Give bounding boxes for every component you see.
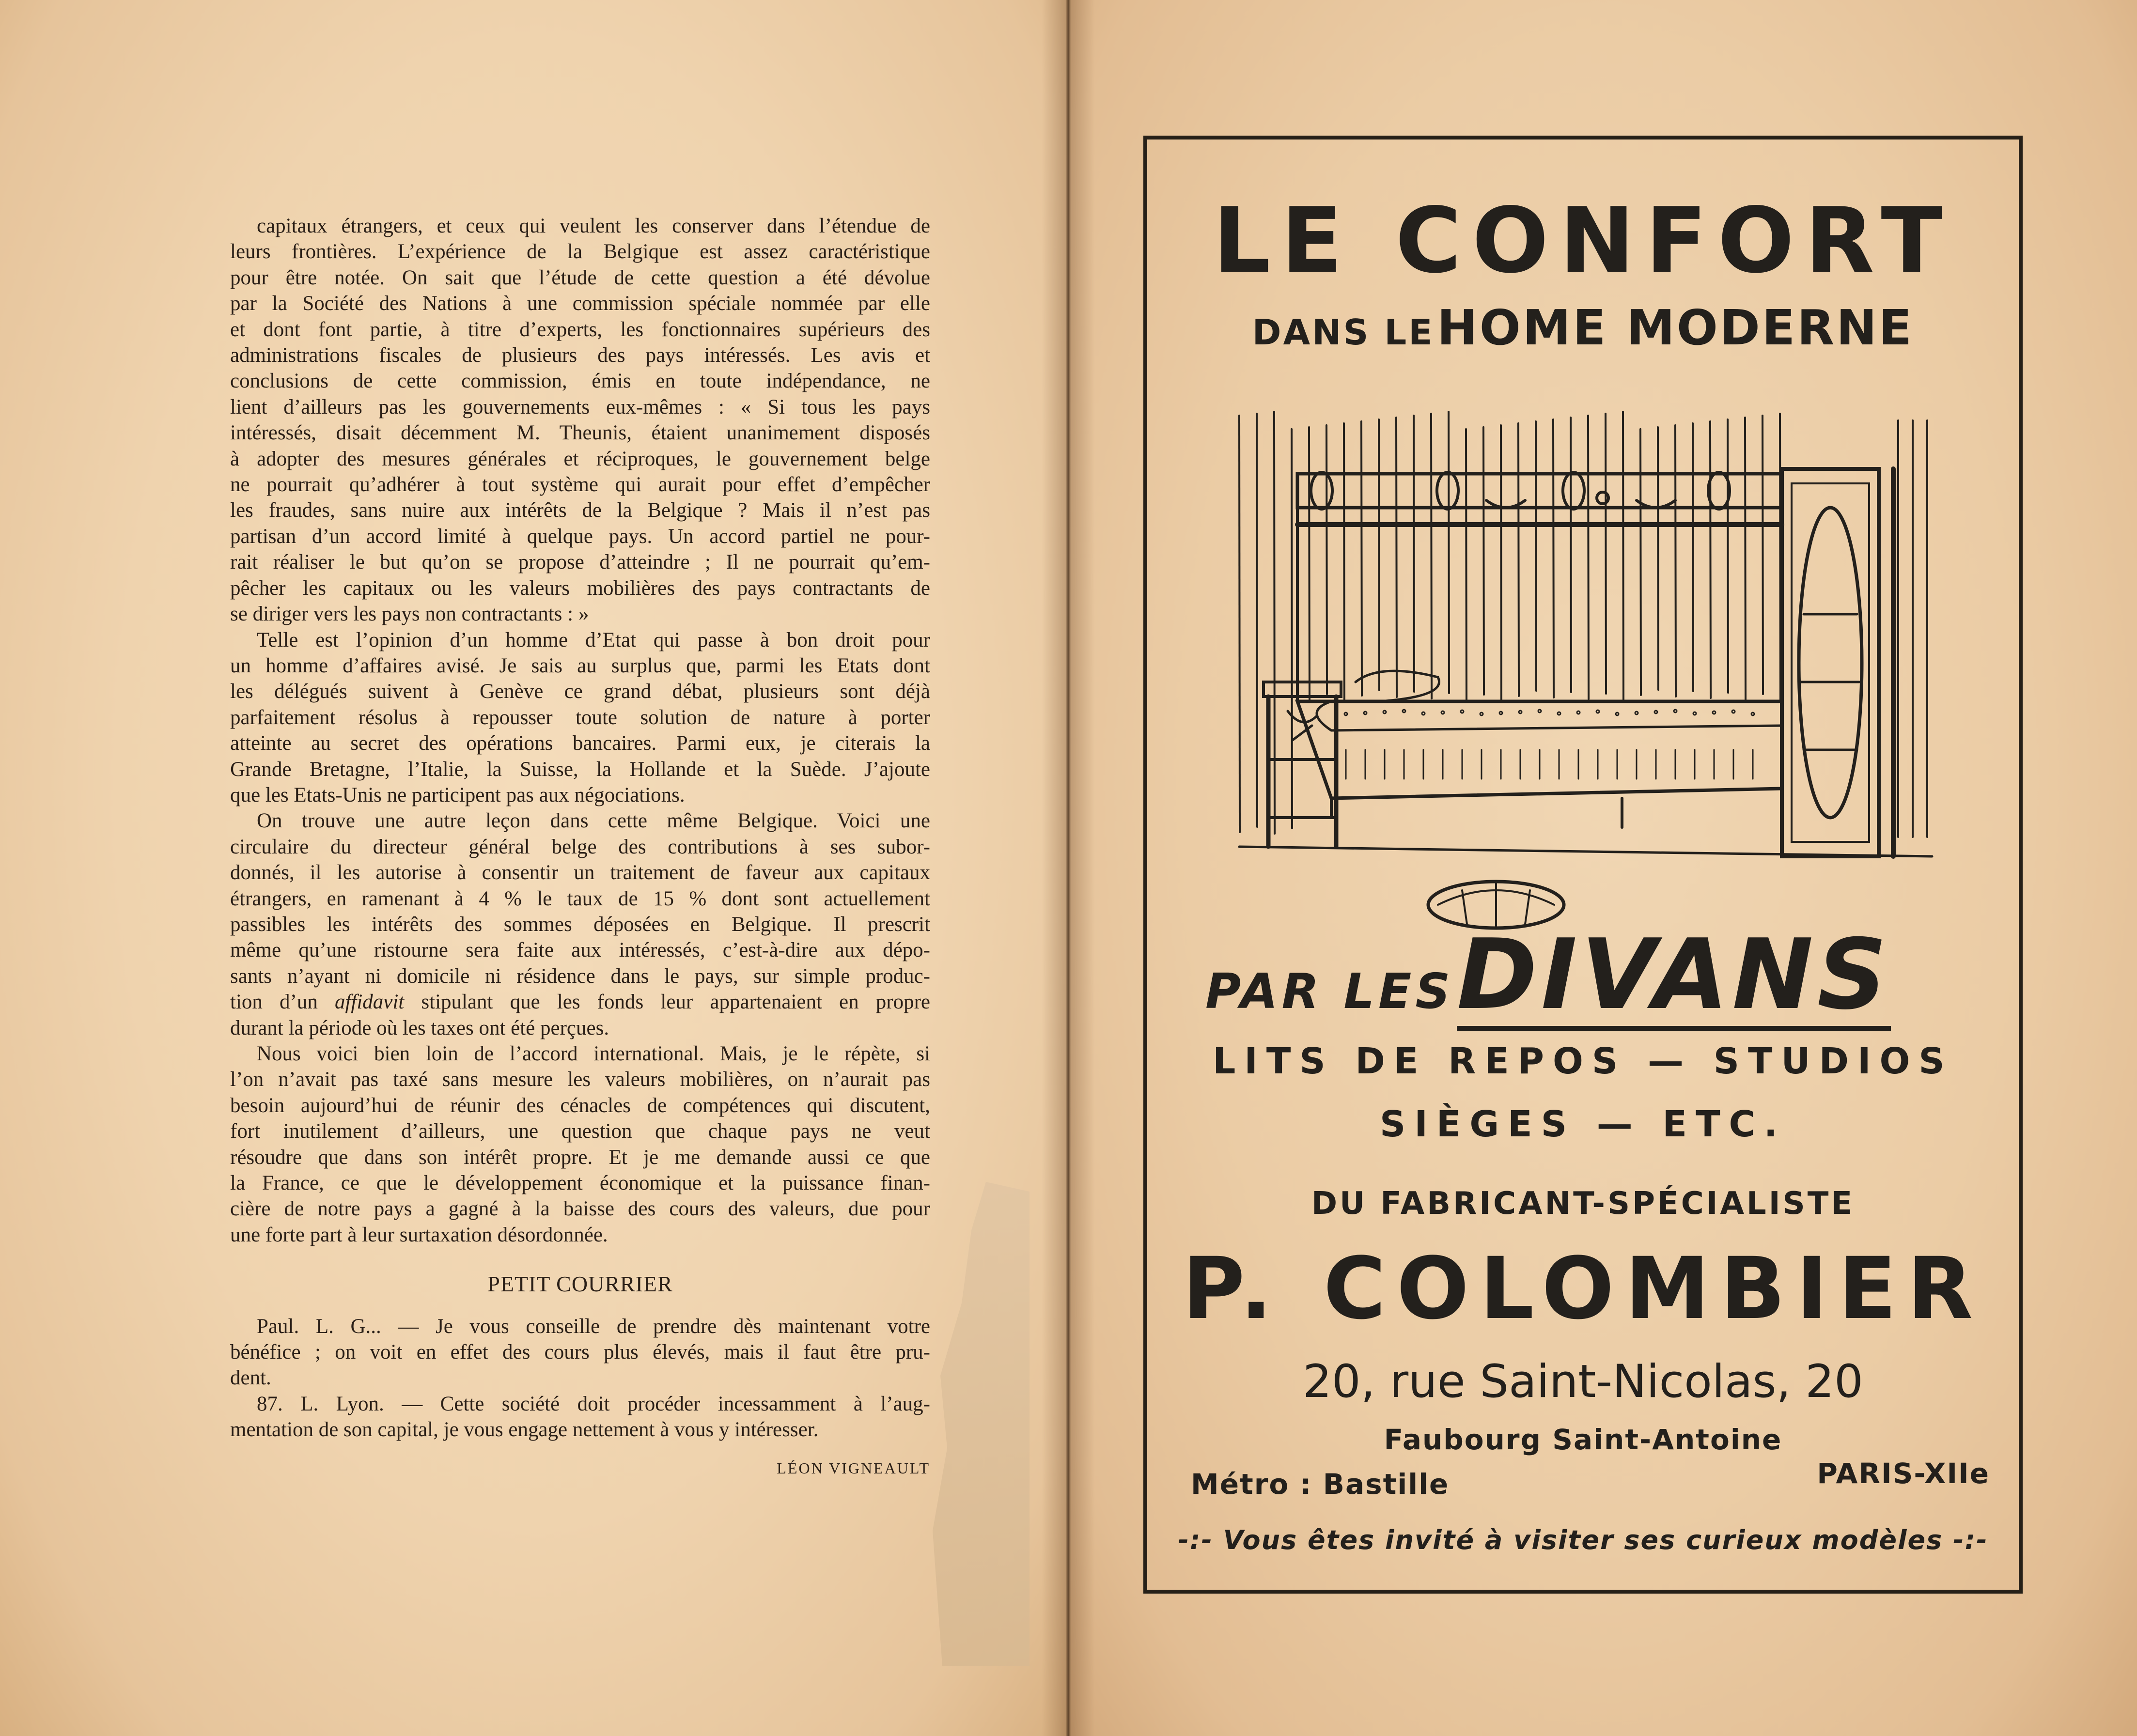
text-line: une forte part à leur surtaxation désordonnée.	[230, 1223, 608, 1246]
text-line: On trouve une autre leçon dans cette même Belgique. Voici une	[257, 809, 930, 833]
book-gutter	[1042, 0, 1095, 1736]
advertisement	[1143, 136, 2023, 1594]
ad-faubourg: Faubourg Saint-Antoine	[1384, 1423, 1782, 1456]
paragraph-2	[230, 627, 930, 808]
text-line: dent.	[230, 1366, 271, 1390]
courrier-entry-1	[230, 1314, 930, 1391]
paragraph-3	[230, 808, 930, 1041]
text-line: passibles les intérêts des sommes déposées en Belgique. Il prescrit	[230, 913, 930, 936]
text-line: intéressés, disait décemment M. Theunis, étaient unanimement disposés	[230, 421, 930, 445]
text-line: Nous voici bien loin de l’accord international. Mais, je le répète, si	[257, 1042, 930, 1065]
text-line: et dont font partie, à titre d’experts, les fonctionnaires supérieurs des	[230, 318, 930, 341]
text-line: lient d’ailleurs pas les gouvernements eux-mêmes : « Si tous les pays	[230, 395, 930, 418]
text-line: mentation de son capital, je vous engage nettement à vous y intéresser.	[230, 1418, 819, 1442]
ad-fabricant: DU FABRICANT-SPÉCIALISTE	[1311, 1186, 1855, 1222]
text-line: l’on n’avait pas taxé sans mesure les valeurs mobilières, on n’aurait pas	[230, 1068, 930, 1091]
text-line: administrations fiscales de plusieurs des pays intéressés. Les avis et	[230, 344, 930, 367]
ad-par-les: PAR LES	[1205, 963, 1454, 1020]
text-line: 87. L. Lyon. — Cette société doit procéder incessamment à l’aug-	[257, 1392, 930, 1415]
ad-subtitle	[1147, 299, 2019, 356]
text-line: pour être notée. On sait que l’étude de cette question a été dévolue	[230, 266, 930, 289]
text-line: parfaitement résolus à repousser toute solution de nature à porter	[230, 706, 930, 729]
text-line: les fraudes, sans nuire aux intérêts de la Belgique ? Mais il n’est pas	[230, 499, 930, 522]
ad-lits-line: LITS DE REPOS — STUDIOS	[1213, 1040, 1953, 1082]
text-line: atteinte au secret des opérations bancaires. Parmi eux, je citerais la	[230, 732, 930, 755]
ad-subtitle-small: DANS LE	[1252, 312, 1435, 353]
text-line: même qu’une ristourne sera faite aux intéressés, c’est-à-dire aux dépo-	[230, 939, 930, 962]
text-line: conclusions de cette commission, émis en toute indépendance, ne	[230, 370, 930, 393]
article-text	[230, 213, 930, 1481]
section-title: PETIT COURRIER	[487, 1271, 673, 1297]
text-line: rait réaliser le but qu’on se propose d’atteindre ; Il ne pourrait qu’em-	[230, 551, 930, 574]
text-line: fort inutilement d’ailleurs, une question que chaque pays ne veut	[230, 1120, 930, 1143]
paragraph-4	[230, 1041, 930, 1248]
text-line: pêcher les capitaux ou les valeurs mobilières des pays contractants de	[230, 576, 930, 600]
text-line: à adopter des mesures générales et réciproques, le gouvernement belge	[230, 447, 930, 470]
text-line: Grande Bretagne, l’Italie, la Suisse, la Hollande et la Suède. J’ajoute	[230, 758, 930, 781]
text-line: Paul. L. G... — Je vous conseille de prendre dès maintenant votre	[257, 1315, 930, 1338]
text-line: leurs frontières. L’expérience de la Belgique est assez caractéristique	[230, 240, 930, 264]
text-line: étrangers, en ramenant à 4 % le taux de 15 % dont sont actuellement	[230, 887, 930, 910]
text-line: capitaux étrangers, et ceux qui veulent les conserver dans l’étendue de	[257, 215, 930, 237]
text-line: partisan d’un accord limité à quelque pays. Un accord partiel ne pour-	[230, 525, 930, 548]
courrier-entry-2	[230, 1391, 930, 1443]
text-line: cière de notre pays a gagné à la baisse des cours des valeurs, due pour	[230, 1197, 930, 1221]
signature: LÉON VIGNEAULT	[777, 1459, 930, 1477]
ad-visit-line: -:- Vous êtes invité à visiter ses curieux modèles -:-	[1178, 1525, 1988, 1555]
ad-metro: Métro : Bastille	[1191, 1468, 1450, 1501]
text-line: tion d’un affidavit stipulant que les fonds leur appartenaient en propre	[230, 991, 930, 1014]
text-line: résoudre que dans son intérêt propre. Et je me demande aussi ce que	[230, 1146, 930, 1169]
ad-divans: DIVANS	[1456, 918, 1891, 1031]
paragraph-1	[230, 213, 930, 627]
text-line: un homme d’affaires avisé. Je sais au surplus que, parmi les Etats dont	[230, 654, 930, 677]
text-line: la France, ce que le développement économique et la puissance finan-	[230, 1172, 930, 1195]
text-line: Telle est l’opinion d’un homme d’Etat qui passe à bon droit pour	[257, 628, 930, 651]
ad-paris: PARIS-XIIe	[1817, 1457, 1990, 1490]
ad-divans-line	[1205, 918, 1891, 1031]
text-line: besoin aujourd’hui de réunir des cénacles de compétences qui discutent,	[230, 1094, 930, 1117]
text-line: que les Etats-Unis ne participent pas aux négociations.	[230, 783, 685, 806]
text-line: bénéfice ; on voit en effet des cours plus élevés, mais il faut être pru-	[230, 1341, 930, 1364]
text-line: sants n’ayant ni domicile ni résidence dans le pays, sur simple produc-	[230, 964, 930, 988]
text-line: se diriger vers les pays non contractants : »	[230, 603, 589, 626]
text-line: les délégués suivent à Genève ce grand débat, plusieurs sont déjà	[230, 680, 930, 703]
text-line: circulaire du directeur général belge des contributions à ses subor-	[230, 835, 930, 858]
ad-subtitle-big: HOME MODERNE	[1437, 299, 1914, 356]
text-line: durant la période où les taxes ont été perçues.	[230, 1016, 609, 1039]
left-page	[0, 0, 1066, 1736]
ad-company-name: P. COLOMBIER	[1182, 1239, 1984, 1338]
ad-address: 20, rue Saint-Nicolas, 20	[1303, 1355, 1863, 1408]
torn-paper-edge	[933, 1182, 1030, 1666]
text-line: par la Société des Nations à une commission spéciale nommée par elle	[230, 292, 930, 315]
ad-sieges-line: SIÈGES — ETC.	[1380, 1103, 1786, 1145]
text-line: ne pourrait qu’adhérer à tout système qui aurait pour effet d’empêcher	[230, 473, 930, 496]
ad-title: LE CONFORT	[1213, 188, 1953, 293]
text-line: donnés, il les autorise à consentir un traitement de faveur aux capitaux	[230, 861, 930, 884]
